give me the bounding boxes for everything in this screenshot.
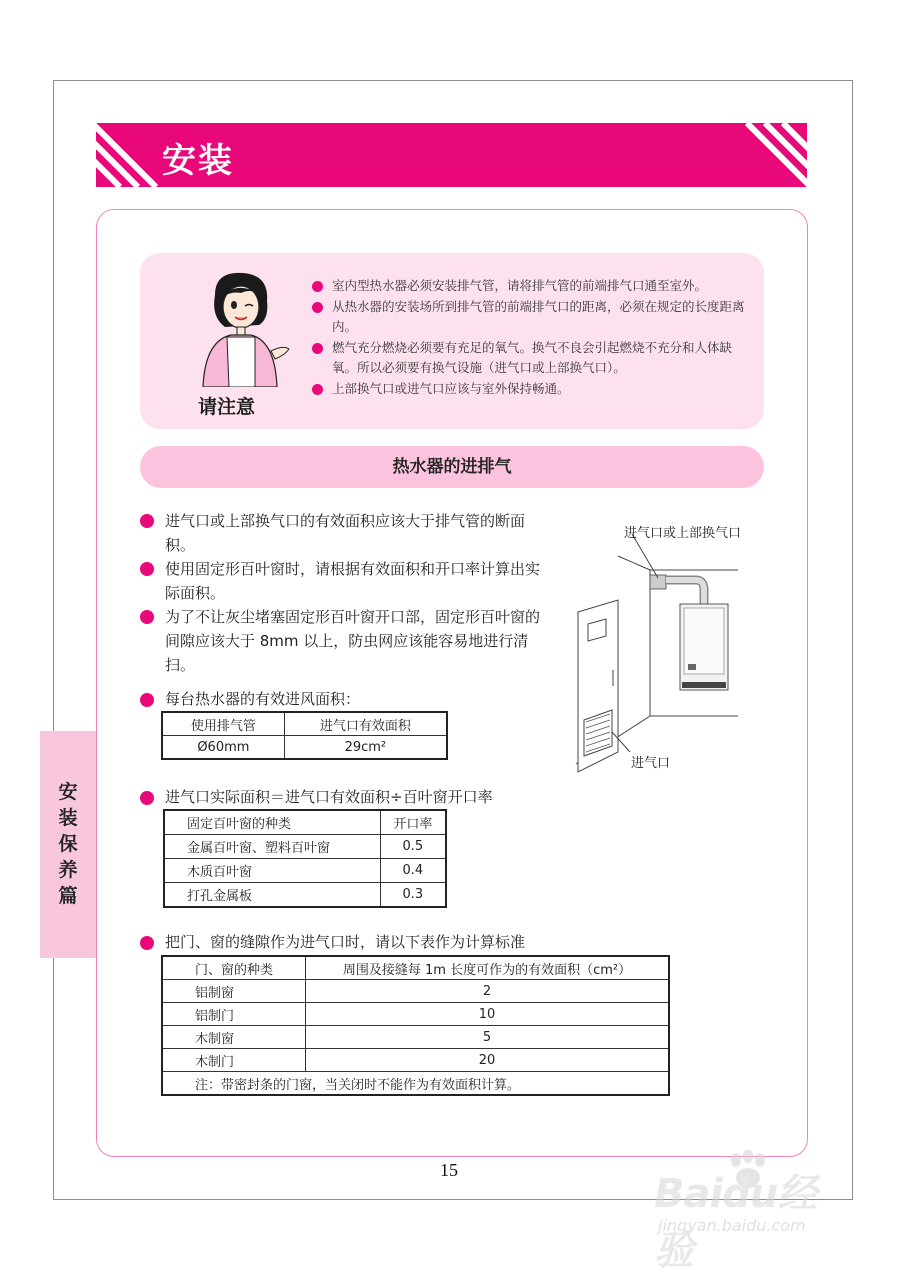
header-band (96, 123, 807, 187)
caution-list (310, 276, 750, 399)
bullet-dot-icon (140, 610, 154, 624)
table-cell: 打孔金属板 (164, 883, 380, 908)
table-cell: 0.4 (380, 859, 446, 883)
watermark-brand: Baidu经验 (654, 1171, 817, 1274)
table-cell: 木质百叶窗 (164, 859, 380, 883)
table-row (162, 736, 447, 760)
caution-box (140, 253, 764, 429)
bullet-item: 进气口或上部换气口的有效面积应该大于排气管的断面积。 (140, 509, 540, 557)
table-cell: 木制窗 (162, 1026, 306, 1049)
baidu-watermark (648, 1150, 838, 1274)
bullet-dot-icon (312, 384, 323, 395)
table-header-cell: 固定百叶窗的种类 (164, 810, 380, 835)
caution-label: 请注意 (198, 396, 256, 418)
page-title: 安装 (162, 141, 234, 181)
inlet-area-heading: 每台热水器的有效进风面积： (140, 688, 360, 709)
formula-heading: 进气口实际面积＝进气口有效面积÷百叶窗开口率 (140, 786, 493, 807)
bullet-dot-icon (140, 693, 154, 707)
table-cell: Ø60mm (162, 736, 284, 760)
bullet-dot-icon (312, 281, 323, 292)
table-note: 注：带密封条的门窗，当关闭时不能作为有效面积计算。 (162, 1072, 669, 1096)
table-cell: 10 (306, 1003, 670, 1026)
table-row (164, 859, 446, 883)
water-heater-room-illustration (570, 520, 770, 780)
bullet-dot-icon (312, 343, 323, 354)
table-header-cell: 周围及接缝每 1m 长度可作为的有效面积（cm²） (306, 956, 670, 980)
table-header-row (162, 956, 669, 980)
table-cell: 铝制窗 (162, 980, 306, 1003)
table-cell: 0.5 (380, 835, 446, 859)
table-header-row (162, 712, 447, 736)
bullet-item: 使用固定形百叶窗时，请根据有效面积和开口率计算出实际面积。 (140, 557, 540, 605)
woman-mascot-icon (185, 267, 295, 387)
table-row (164, 835, 446, 859)
table-header-cell: 使用排气管 (162, 712, 284, 736)
bullet-item: 为了不让灰尘堵塞固定形百叶窗开口部，固定形百叶窗的间隙应该大于 8mm 以上，防虫网应该能容易地进行清扫。 (140, 605, 540, 677)
section-title: 热水器的进排气 (140, 446, 764, 488)
door-gap-heading: 把门、窗的缝隙作为进气口时，请以下表作为计算标准 (140, 931, 525, 952)
table-cell: 29cm² (284, 736, 447, 760)
side-section-tab (40, 731, 96, 958)
table-note-row (162, 1072, 669, 1096)
table-cell: 木制门 (162, 1049, 306, 1072)
stripes-decoration-right (743, 123, 807, 187)
caution-item: 从热水器的安装场所到排气管的前端排气口的距离，必须在规定的长度距离内。 (310, 297, 750, 338)
table-header-cell: 开口率 (380, 810, 446, 835)
table-cell: 铝制门 (162, 1003, 306, 1026)
louver-ratio-table (163, 809, 447, 908)
door-gap-table (161, 955, 670, 1096)
table-row (162, 1049, 669, 1072)
bullet-dot-icon (140, 562, 154, 576)
table-cell: 20 (306, 1049, 670, 1072)
intake-bullet-list (140, 509, 540, 677)
intake-vent-label: 进气口 (631, 756, 671, 771)
table-cell: 2 (306, 980, 670, 1003)
stripes-decoration-left (96, 123, 160, 187)
table-cell: 0.3 (380, 883, 446, 908)
table-header-row (164, 810, 446, 835)
table-cell: 5 (306, 1026, 670, 1049)
table-row (164, 883, 446, 908)
table-cell: 金属百叶窗、塑料百叶窗 (164, 835, 380, 859)
bullet-dot-icon (140, 791, 154, 805)
bullet-dot-icon (140, 936, 154, 950)
side-tab-label: 安装保养篇 (58, 781, 78, 907)
bullet-dot-icon (312, 302, 323, 313)
page-number: 15 (440, 1160, 458, 1180)
table-header-cell: 进气口有效面积 (284, 712, 447, 736)
table-header-cell: 门、窗的种类 (162, 956, 306, 980)
table-row (162, 980, 669, 1003)
table-row (162, 1003, 669, 1026)
caution-item: 燃气充分燃烧必须要有充足的氧气。换气不良会引起燃烧不充分和人体缺氧。所以必须要有换气设施（进气口或上部换气口）。 (310, 338, 750, 379)
caution-item: 上部换气口或进气口应该与室外保持畅通。 (310, 379, 750, 400)
table-row (162, 1026, 669, 1049)
bullet-dot-icon (140, 514, 154, 528)
caution-item: 室内型热水器必须安装排气管，请将排气管的前端排气口通至室外。 (310, 276, 750, 297)
top-vent-label: 进气口或上部换气口 (624, 526, 742, 541)
watermark-url: jingyan.baidu.com (658, 1216, 806, 1235)
inlet-area-table (161, 711, 448, 760)
